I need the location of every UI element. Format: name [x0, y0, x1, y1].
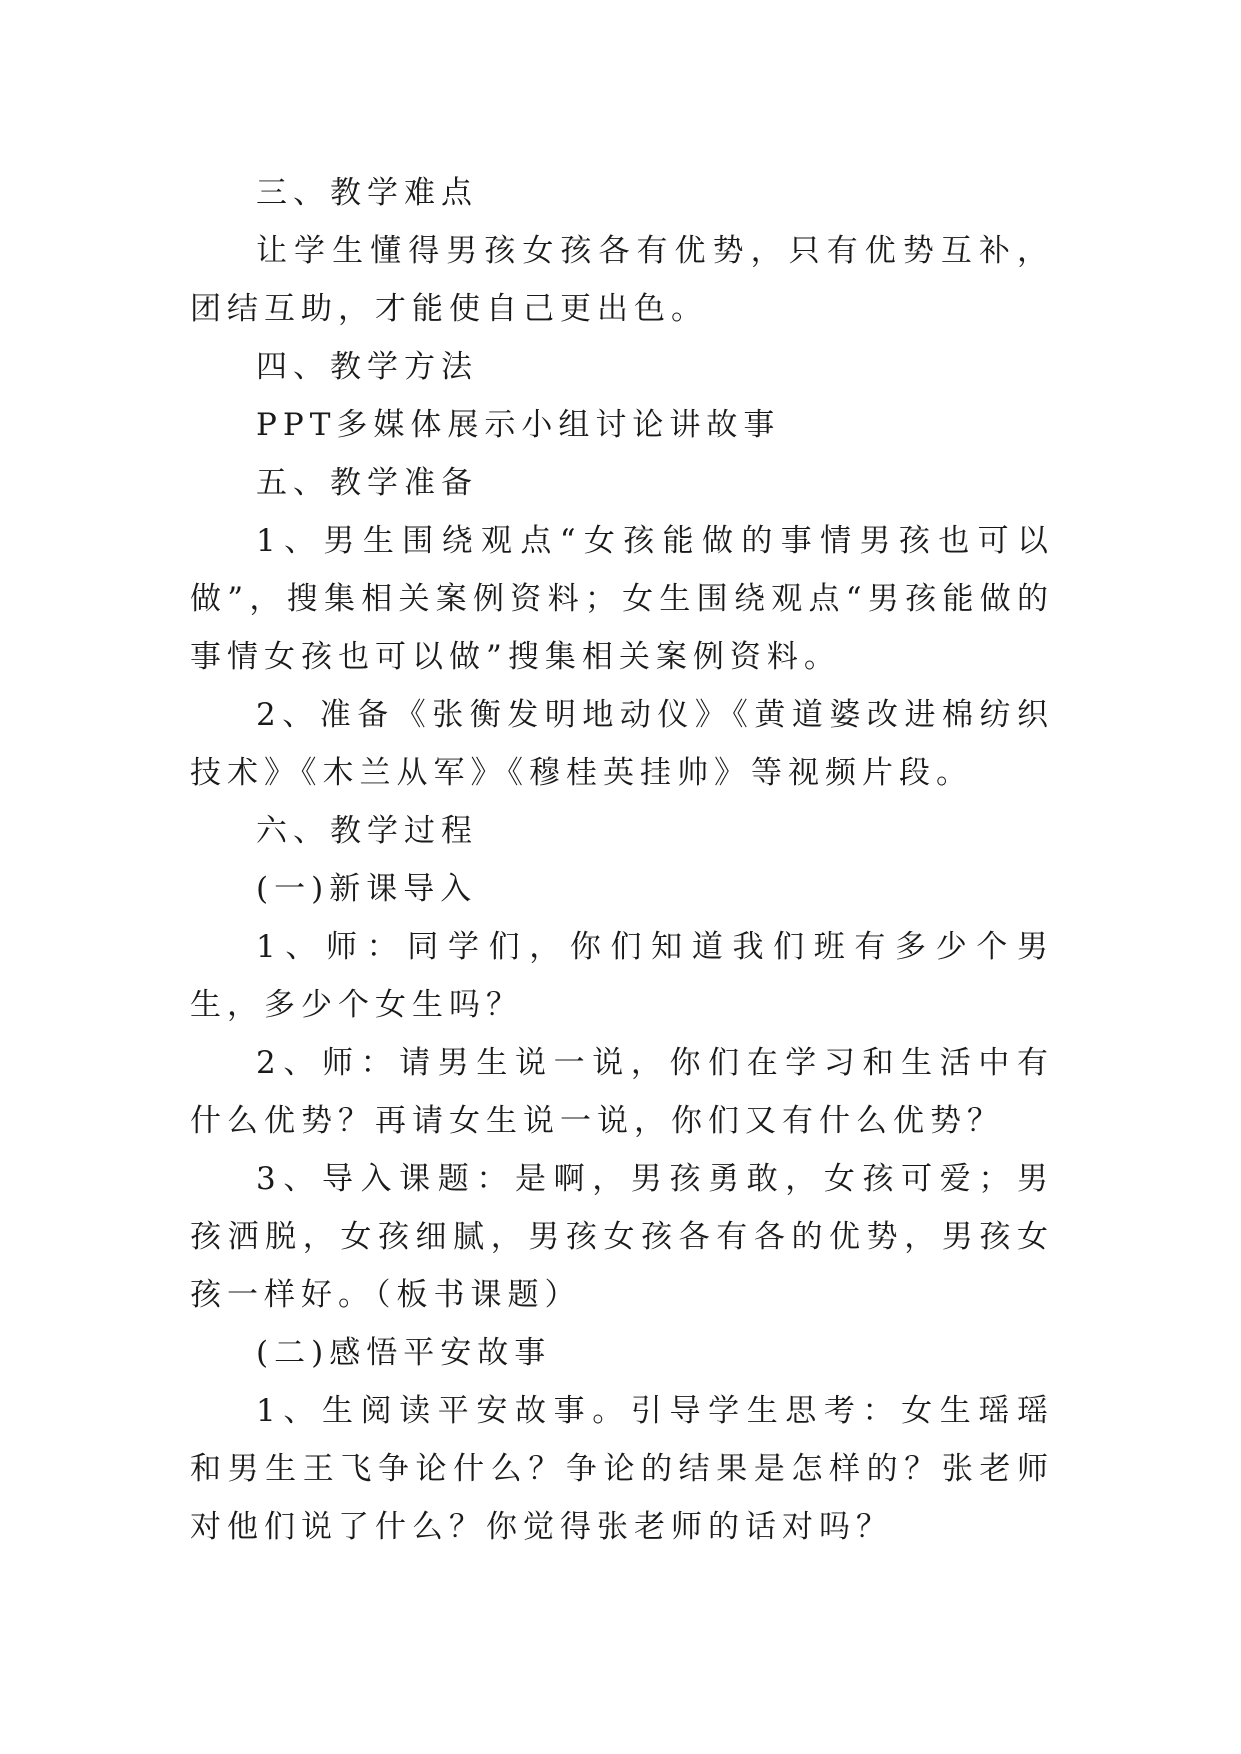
section-heading-teaching-difficulties: 三、教学难点	[256, 175, 478, 211]
subheading-safety-story: (二)感悟平安故事	[256, 1335, 552, 1371]
paragraph-preparation-1: 1、男生围绕观点“女孩能做的事情男孩也可以做”，搜集相关案例资料；女生围绕观点“男孩能做的事情女孩也可以做”搜集相关案例资料。	[190, 523, 1054, 675]
section-heading-teaching-preparation: 五、教学准备	[256, 465, 478, 501]
paragraph-intro-1: 1、师：同学们，你们知道我们班有多少个男生，多少个女生吗？	[190, 929, 1054, 1023]
paragraph-difficulties: 让学生懂得男孩女孩各有优势，只有优势互补，团结互助，才能使自己更出色。	[190, 233, 1054, 327]
subheading-new-lesson-intro: (一)新课导入	[256, 871, 478, 907]
section-heading-teaching-methods: 四、教学方法	[256, 349, 478, 385]
paragraph-methods: PPT多媒体展示小组讨论讲故事	[256, 407, 781, 443]
document-body	[190, 164, 1054, 1556]
paragraph-story-1: 1、生阅读平安故事。引导学生思考：女生瑶瑶和男生王飞争论什么？争论的结果是怎样的？张老师对他们说了什么？你觉得张老师的话对吗？	[190, 1393, 1054, 1545]
paragraph-preparation-2: 2、准备《张衡发明地动仪》《黄道婆改进棉纺织技术》《木兰从军》《穆桂英挂帅》等视频片段。	[190, 697, 1054, 791]
section-heading-teaching-process: 六、教学过程	[256, 813, 478, 849]
paragraph-intro-2: 2、师：请男生说一说，你们在学习和生活中有什么优势？再请女生说一说，你们又有什么优势？	[190, 1045, 1054, 1139]
paragraph-intro-3: 3、导入课题：是啊，男孩勇敢，女孩可爱；男孩洒脱，女孩细腻，男孩女孩各有各的优势，男孩女孩一样好。（板书课题）	[190, 1161, 1054, 1313]
